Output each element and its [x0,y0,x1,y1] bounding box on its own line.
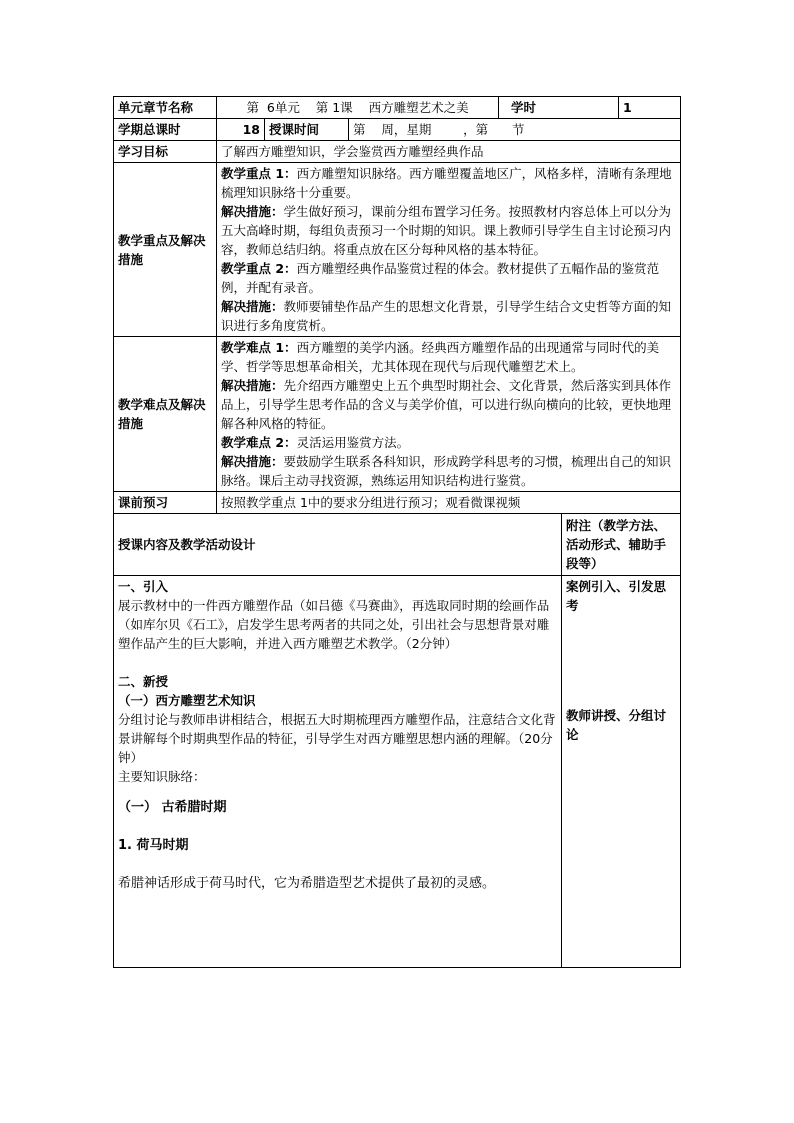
difficult-points-cell [217,337,681,492]
key-point-2 [221,259,676,297]
difficult-points-label: 教学难点及解决措施 [114,337,217,492]
design-header-row [114,514,681,576]
term-hours-value: 18 [217,119,265,141]
key-point-1-text: 西方雕塑知识脉络。西方雕塑覆盖地区广，风格多样，清晰有条理地梳理知识脉络十分重要。 [221,166,672,200]
key-point-1-title: 教学重点 1： [221,166,297,181]
lesson-plan-table [113,96,681,968]
key-solution-2-title: 解决措施： [221,299,284,314]
difficult-point-1 [221,338,676,376]
preview-text: 按照教学重点 1中的要求分组进行预习；观看微课视频 [217,492,681,514]
goal-row [114,141,681,163]
key-points-cell [217,163,681,337]
difficult-solution-2-text: 要鼓励学生联系各科知识，形成跨学科思考的习惯，梳理出自己的知识脉络。课后主动寻找资源，熟练运用知识结构进行鉴赏。 [221,454,672,488]
unit-value: 第 6单元 第 1课 西方雕塑艺术之美 [217,97,499,119]
preview-row [114,492,681,514]
term-hours-label: 学期总课时 [114,119,217,141]
key-points-label: 教学重点及解决措施 [114,163,217,337]
content-cell [114,576,562,968]
unit-row [114,97,681,119]
new-lesson-text: 分组讨论与教师串讲相结合，根据五大时期梳理西方雕塑作品，注意结合文化背景讲解每个时期典型作品的特征，引导学生对西方雕塑思想内涵的理解。（20分钟） [118,712,556,765]
design-label: 授课内容及教学活动设计 [114,514,562,576]
difficult-point-1-title: 教学难点 1： [221,340,297,355]
difficult-solution-1 [221,376,676,433]
difficult-solution-2-title: 解决措施： [221,454,284,469]
time-value: 第 周，星期 ，第 节 [349,119,681,141]
period-title: （一） 古希腊时期 [118,800,227,815]
new-lesson-title: 二、新授 [118,674,169,689]
key-solution-2 [221,297,676,335]
intro-title: 一、引入 [118,579,169,594]
key-solution-1 [221,202,676,259]
difficult-solution-1-text: 先介绍西方雕塑史上五个典型时期社会、文化背景，然后落实到具体作品上，引导学生思考作品的含义与美学价值，可以进行纵向横向的比较，更快地理解各种风格的特征。 [221,378,672,431]
difficult-solution-1-title: 解决措施： [221,378,284,393]
unit-label: 单元章节名称 [114,97,217,119]
difficult-point-2-title: 教学难点 2： [221,435,297,450]
key-solution-1-text: 学生做好预习，课前分组布置学习任务。按照教材内容总体上可以分为五大高峰时期，每组负责预习一个时期的知识。课上教师引导学生自主讨论预习内容，教师总结归纳。将重点放在区分每种风格的基本特征。 [221,204,672,257]
note-intro: 案例引入、引发思考 [566,579,667,613]
key-points-row [114,163,681,337]
time-label: 授课时间 [265,119,349,141]
note-label: 附注（教学方法、活动形式、辅助手段等） [562,514,681,576]
key-point-1 [221,164,676,202]
difficult-solution-2 [221,452,676,490]
subsection-text: 希腊神话形成于荷马时代，它为希腊造型艺术提供了最初的灵感。 [118,876,496,891]
note-new-lesson: 教师讲授、分组讨论 [566,708,667,742]
preview-label: 课前预习 [114,492,217,514]
difficult-point-2 [221,433,676,452]
difficult-point-1-text: 西方雕塑的美学内涵。经典西方雕塑作品的出现通常与同时代的美学、哲学等思想革命相关，尤其体现在现代与后现代雕塑艺术上。 [221,340,660,374]
goal-text: 了解西方雕塑知识，学会鉴赏西方雕塑经典作品 [217,141,681,163]
key-point-2-title: 教学重点 2： [221,261,297,276]
hours-value: 1 [619,97,681,119]
term-row [114,119,681,141]
difficult-points-row [114,337,681,492]
content-row [114,576,681,968]
subsection-title: 1. 荷马时期 [118,838,189,853]
new-lesson-subtitle: （一）西方雕塑艺术知识 [118,693,256,708]
key-solution-1-title: 解决措施： [221,204,284,219]
outline-label: 主要知识脉络： [118,769,206,784]
key-point-2-text: 西方雕塑经典作品鉴赏过程的体会。教材提供了五幅作品的鉴赏范例，并配有录音。 [221,261,660,295]
intro-text: 展示教材中的一件西方雕塑作品（如吕德《马赛曲》，再选取同时期的绘画作品（如库尔贝《石工》，启发学生思考两者的共同之处，引出社会与思想背景对雕塑作品产生的巨大影响，并进入西方雕塑艺术教学。（2分钟） [118,598,550,651]
notes-cell [562,576,681,968]
difficult-point-2-text: 灵活运用鉴赏方法。 [296,435,410,450]
goal-label: 学习目标 [114,141,217,163]
key-solution-2-text: 教师要铺垫作品产生的思想文化背景，引导学生结合文史哲等方面的知识进行多角度赏析。 [221,299,672,333]
hours-label: 学时 [499,97,619,119]
